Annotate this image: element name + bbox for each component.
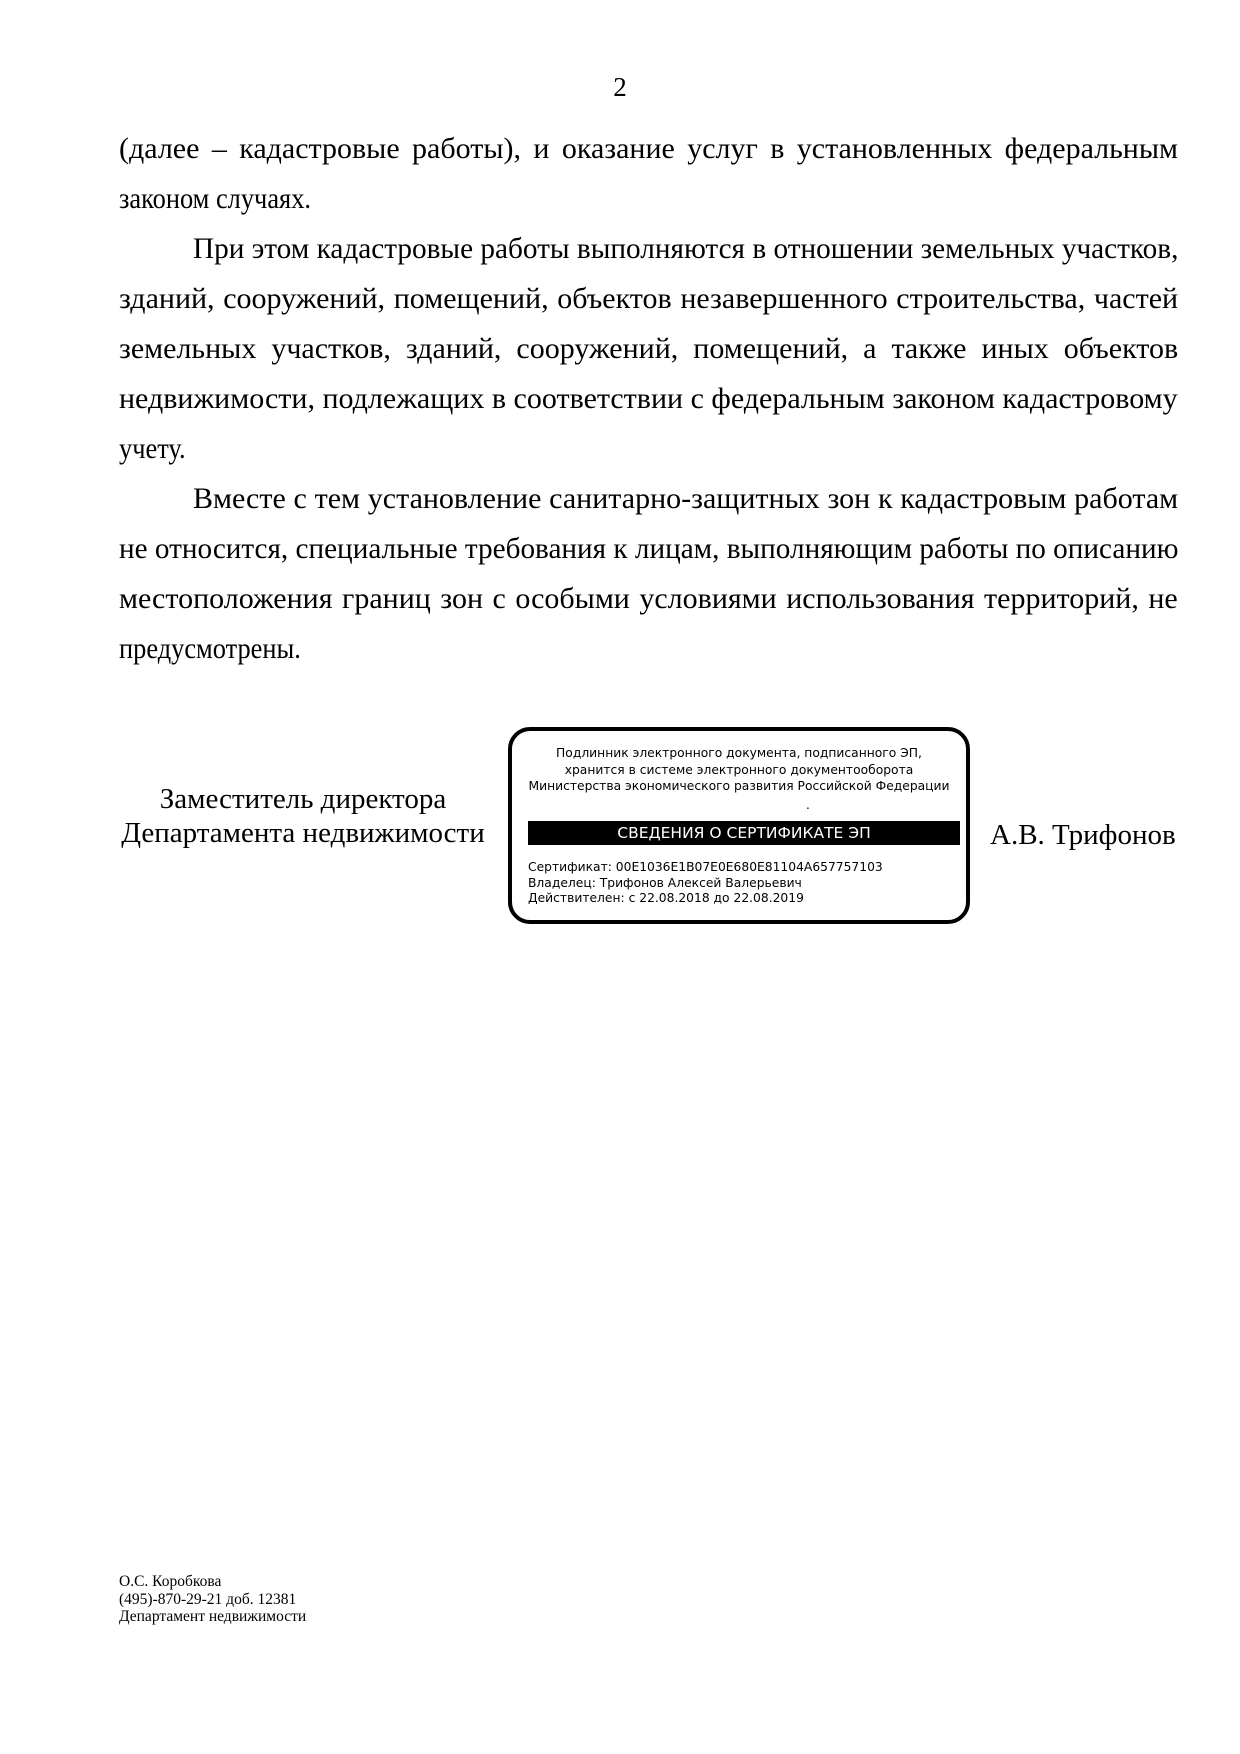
body-line-text: законом случаях. (119, 182, 312, 215)
signatory-title-line2: Департамента недвижимости (121, 817, 485, 849)
body-line-text: зданий, сооружений, помещений, объектов незавершенного строительства, частей (119, 282, 1178, 315)
body-line (119, 531, 1178, 567)
body-line (119, 331, 1178, 367)
body-line-text: При этом кадастровые работы выполняются в отношении земельных участков, (193, 232, 1178, 265)
stamp-header (512, 745, 966, 795)
signatory-name: А.В. Трифонов (990, 819, 1176, 851)
body-line (119, 181, 1178, 217)
body-line (119, 131, 1178, 167)
body-line (119, 381, 1178, 417)
body-line (193, 231, 1178, 267)
stamp-owner: Владелец: Трифонов Алексей Валерьевич (528, 875, 802, 890)
body-line (193, 481, 1178, 517)
stamp-header-line3: Министерства экономического развития Российской Федерации (528, 779, 950, 793)
stamp-certificate-info (528, 860, 883, 907)
body-line (119, 581, 1178, 617)
stamp-certificate-banner: СВЕДЕНИЯ О СЕРТИФИКАТЕ ЭП (528, 821, 960, 845)
executor-name: О.С. Коробкова (119, 1573, 222, 1590)
signatory-title (118, 782, 488, 850)
stamp-header-line1: Подлинник электронного документа, подписанного ЭП, (556, 746, 922, 760)
page-number: 2 (613, 72, 627, 102)
executor-phone: (495)-870-29-21 доб. 12381 (119, 1590, 297, 1608)
body-line-text: учету. (119, 432, 186, 465)
signatory-title-line1: Заместитель директора (159, 783, 447, 815)
stamp-certificate-number: Сертификат: 00E1036E1B07E0E680E81104A657757103 (528, 860, 883, 874)
body-line-text: предусмотрены. (119, 632, 301, 665)
stamp-dot: . (806, 798, 810, 812)
body-line-text: земельных участков, зданий, сооружений, помещений, а также иных объектов (119, 332, 1178, 365)
body-line (119, 431, 1178, 467)
executor-footer (119, 1573, 306, 1626)
executor-department: Департамент недвижимости (119, 1608, 307, 1625)
body-line-text: недвижимости, подлежащих в соответствии с федеральным законом кадастровому (119, 382, 1178, 415)
body-line-text: (далее – кадастровые работы), и оказание услуг в установленных федеральным (119, 132, 1178, 165)
electronic-signature-stamp (508, 727, 970, 924)
body-line-text: Вместе с тем установление санитарно-защитных зон к кадастровым работам (193, 482, 1178, 515)
body-line (119, 281, 1178, 317)
body-line (119, 631, 1178, 667)
stamp-header-line2: хранится в системе электронного документооборота (564, 762, 914, 777)
body-line-text: местоположения границ зон с особыми условиями использования территорий, не (119, 582, 1178, 615)
body-line-text: не относится, специальные требования к лицам, выполняющим работы по описанию (119, 532, 1178, 565)
stamp-validity: Действителен: с 22.08.2018 до 22.08.2019 (528, 891, 804, 905)
